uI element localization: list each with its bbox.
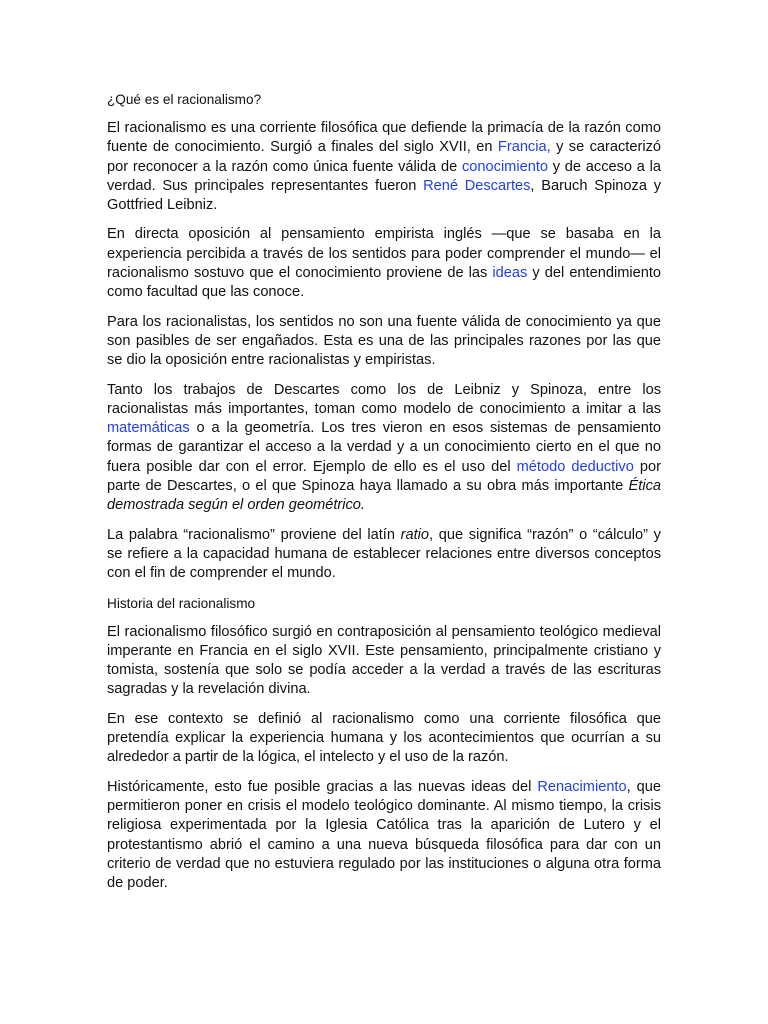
text-segment: y se caracterizó por reconocer a la razón como única fuente válida de bbox=[107, 139, 661, 175]
text-segment: y del entendimiento como facultad que las conoce. bbox=[107, 265, 662, 301]
text-segment: En directa oposición al pensamiento empirista inglés —que se basaba en la experiencia percibida a través de los sentidos para poder comprender el mundo— el racionalismo sostuvo que el conocimiento proviene de las bbox=[107, 226, 661, 282]
paragraph-3: Para los racionalistas, los sentidos no son una fuente válida de conocimiento ya que son pasibles de ser engañados. Esta es una de las principales razones por las que se dio la oposición entre racionalistas y empiristas. bbox=[107, 313, 661, 369]
text-segment: , que permitieron poner en crisis el modelo teológico dominante. Al mismo tiempo, la crisis religiosa experimentada por la Iglesia Católica tras la aparición de Lutero y el protestantismo abrió el camino a una nueva búsqueda filosófica para dar con un criterio de verdad que no estuviera regulado por las instituciones o alguna otra forma de poder. bbox=[107, 778, 661, 892]
text-segment: El racionalismo es una corriente filosófica que defiende la primacía de la razón como fuente de conocimiento. Surgió a finales del siglo XVII, en bbox=[107, 120, 661, 156]
document-page bbox=[107, 90, 661, 903]
paragraph-6: El racionalismo filosófico surgió en contraposición al pensamiento teológico medieval imperante en Francia en el siglo XVII. Este pensamiento, principalmente cristiano y tomista, sostenía que solo se podía acceder a la verdad a través de las escrituras sagradas y la revelación divina. bbox=[107, 623, 661, 698]
section-heading: Historia del racionalismo bbox=[107, 595, 256, 611]
link-ideas[interactable]: ideas bbox=[492, 265, 528, 282]
link-renacimiento[interactable]: Renacimiento bbox=[537, 778, 627, 795]
paragraph-8 bbox=[107, 778, 661, 894]
link-rene-descartes[interactable]: René Descartes bbox=[423, 177, 531, 194]
text-segment: , Baruch Spinoza y Gottfried Leibniz. bbox=[107, 177, 662, 214]
text-segment: y de acceso a la verdad. Sus principales representantes fueron bbox=[107, 158, 661, 194]
italic-word: ratio bbox=[400, 526, 430, 543]
text-segment: por parte de Descartes, o el que Spinoza haya llamado a su obra más importante bbox=[107, 458, 661, 495]
link-francia[interactable]: Francia, bbox=[497, 139, 551, 156]
text-segment: , que significa “razón” o “cálculo” y se refiere a la capacidad humana de establecer relaciones entre diversos conceptos con el fin de comprender el mundo. bbox=[107, 526, 661, 582]
paragraph-4 bbox=[107, 381, 661, 516]
paragraph-2 bbox=[107, 225, 661, 302]
document-title: ¿Qué es el racionalismo? bbox=[107, 92, 262, 107]
paragraph-7: En ese contexto se definió al racionalismo como una corriente filosófica que pretendía explicar la experiencia humana y los acontecimientos que ocurrían a su alrededor a partir de la lógica, el intelecto y el uso de la razón. bbox=[107, 710, 661, 766]
text-segment: Tanto los trabajos de Descartes como los de Leibniz y Spinoza, entre los racionalistas más importantes, toman como modelo de conocimiento a imitar a las bbox=[107, 381, 661, 417]
text-segment: o a la geometría. Los tres vieron en esos sistemas de pensamiento formas de garantizar el acceso a la verdad y a un conocimiento cierto en el que no fuera posible dar con el error. Ejemplo de ello es el uso del bbox=[107, 420, 661, 475]
link-metodo-deductivo[interactable]: método deductivo bbox=[516, 458, 634, 475]
paragraph-5 bbox=[107, 526, 661, 584]
link-matematicas[interactable]: matemáticas bbox=[107, 420, 190, 437]
text-segment: Históricamente, esto fue posible gracias a las nuevas ideas del bbox=[107, 778, 538, 795]
paragraph-1 bbox=[107, 119, 661, 215]
link-conocimiento[interactable]: conocimiento bbox=[462, 158, 548, 175]
text-segment: La palabra “racionalismo” proviene del latín bbox=[107, 526, 401, 543]
italic-title: Ética demostrada según el orden geométrico. bbox=[107, 478, 661, 514]
